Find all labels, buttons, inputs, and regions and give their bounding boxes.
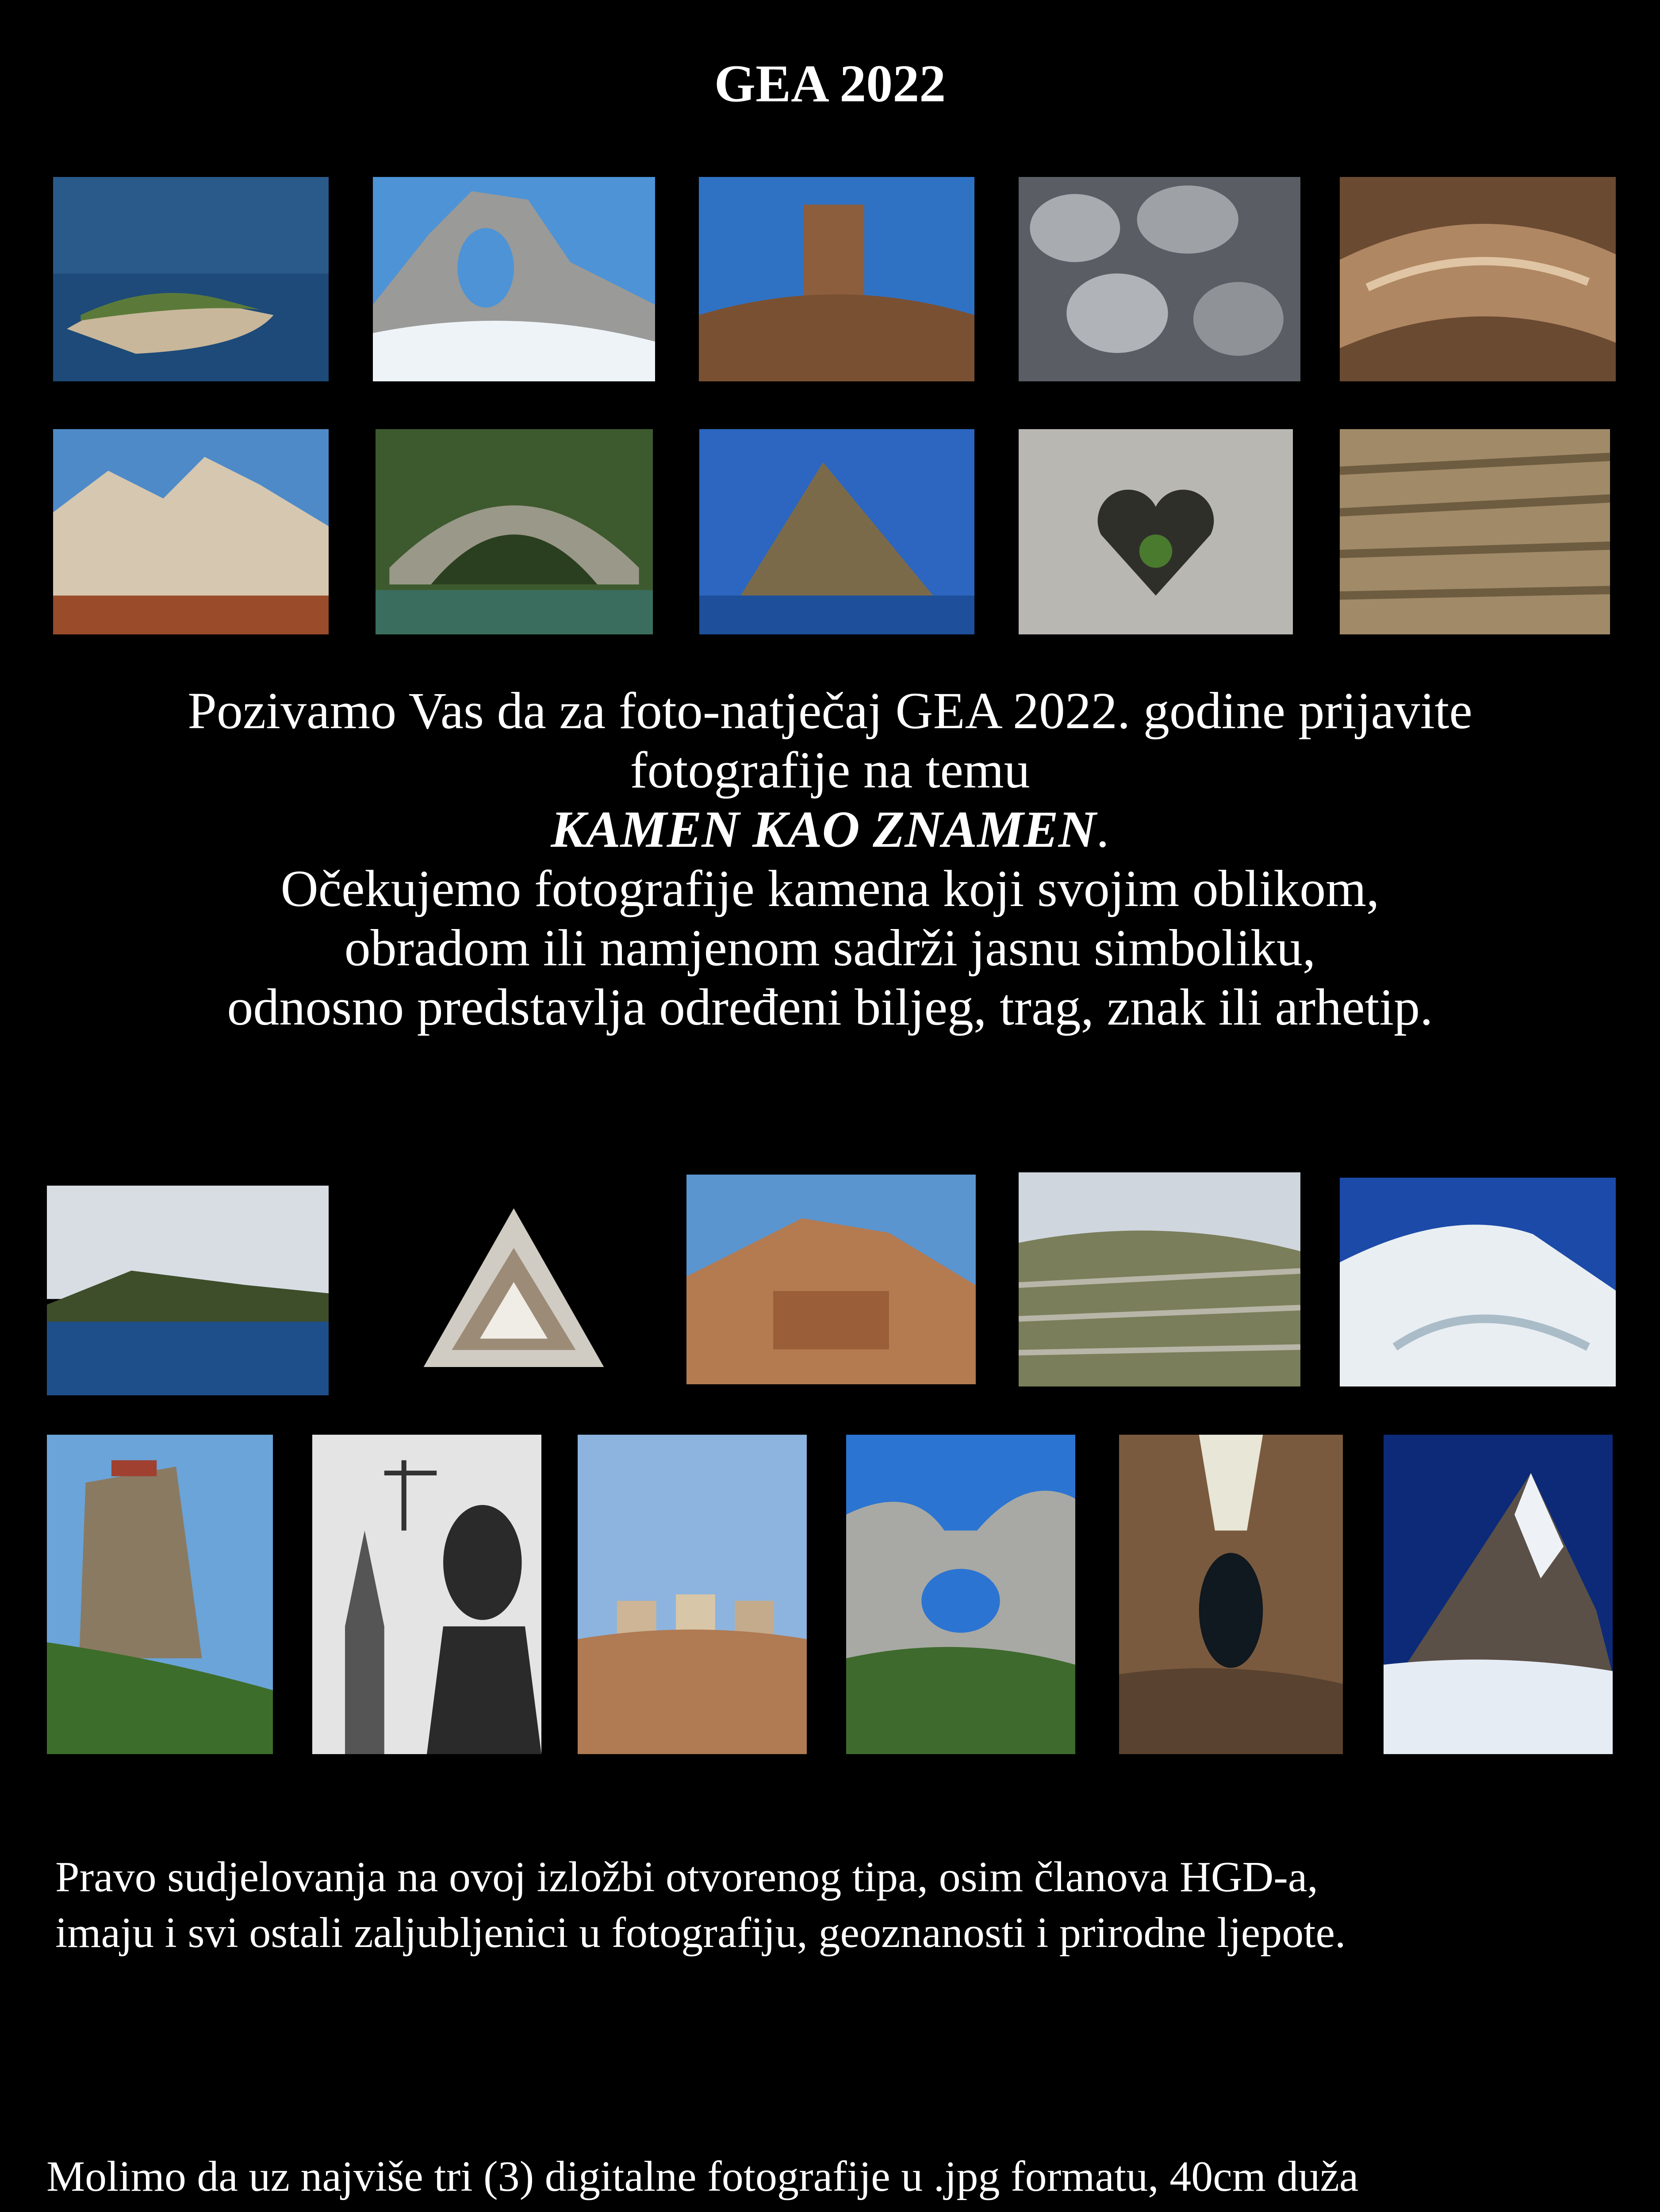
photo-white-rocks [53, 429, 329, 634]
intro-text [0, 681, 1660, 1037]
photo-rock-window [846, 1435, 1075, 1754]
photo-snow-rocks [1340, 1178, 1616, 1386]
intro-line-2: fotografije na temu [630, 741, 1030, 799]
photo-meteora-monastery [47, 1435, 273, 1754]
intro-theme: KAMEN KAO ZNAMEN [551, 800, 1096, 858]
intro-theme-line [0, 800, 1660, 859]
requirements-text [46, 2037, 1639, 2212]
photo-rock-arch-snow [373, 177, 655, 381]
requirements-line-1: Molimo da uz najviše tri (3) digitalne fotografije u .jpg formatu, 40cm duža [46, 2153, 1359, 2200]
participation-line-1: Pravo sudjelovanja na ovoj izložbi otvorenog tipa, osim članova HGD-a, [55, 1853, 1318, 1901]
participation-line-2: imaju i svi ostali zaljubljenici u fotografiju, geoznanosti i prirodne ljepote. [55, 1909, 1346, 1957]
photo-island-cliff [53, 177, 329, 381]
participation-text [55, 1849, 1625, 1961]
intro-line-4: Očekujemo fotografije kamena koji svojim oblikom, [280, 860, 1380, 918]
intro-line-6: odnosno predstavlja određeni biljeg, trag, znak ili arhetip. [227, 978, 1433, 1036]
photo-pebbles [1019, 177, 1300, 381]
photo-stone-heads [578, 1435, 807, 1754]
photo-hill-village [686, 1175, 976, 1384]
photo-sandstone-layers [1340, 177, 1616, 381]
photo-sea-rock [699, 429, 974, 634]
photo-coastline [47, 1186, 329, 1395]
photo-heart-stone [1019, 429, 1293, 634]
photo-cliff-layers [1340, 429, 1610, 634]
intro-line-1: Pozivamo Vas da za foto-natječaj GEA 2022. godine prijavite [188, 682, 1472, 740]
intro-theme-suffix: . [1096, 800, 1109, 858]
photo-karst-walls [1019, 1172, 1300, 1386]
page-title: GEA 2022 [714, 54, 946, 113]
photo-rock-pillar [699, 177, 974, 381]
photo-matterhorn [1384, 1435, 1613, 1754]
intro-line-5: obradom ili namjenom sadrži jasnu simboliku, [344, 919, 1316, 977]
photo-stone-bridge [376, 429, 653, 634]
photo-agate-triangle [373, 1186, 655, 1395]
photo-canyon-pool [1119, 1435, 1343, 1754]
photo-cathedral-statue [312, 1435, 541, 1754]
